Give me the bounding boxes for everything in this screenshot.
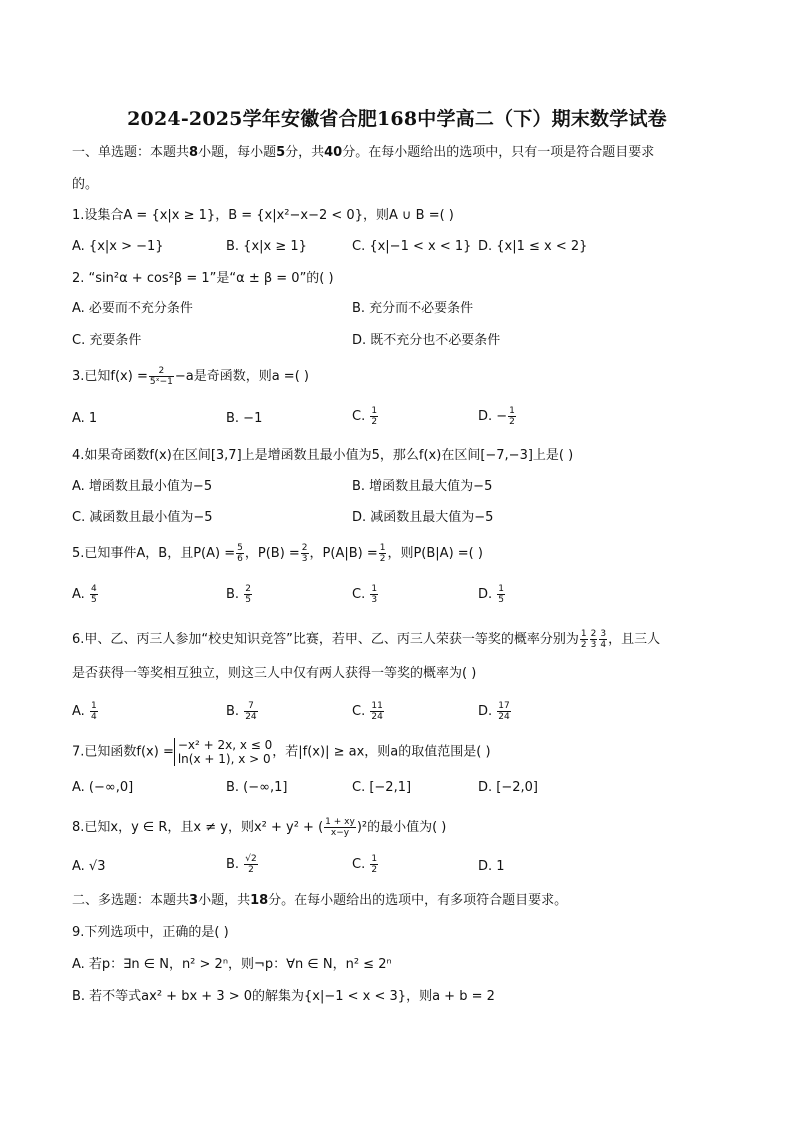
q7-case-1: −x² + 2x, x ≤ 0 xyxy=(177,738,273,752)
q8-text-post: )²的最小值为( ) xyxy=(356,820,447,835)
section-1-heading-tail: 的。 xyxy=(72,177,99,192)
q3-d-den: 2 xyxy=(509,417,515,427)
q5-frac-2-den: 3 xyxy=(301,554,308,564)
q4-option-b: B. 增函数且最大值为−5 xyxy=(352,479,493,494)
q7-option-a: A. (−∞,0] xyxy=(72,780,134,795)
q6-p3-num: 3 xyxy=(600,629,607,639)
q5-frac-1-den: 6 xyxy=(237,554,243,564)
q5-a-label: A. xyxy=(72,587,85,602)
q8-b-fraction xyxy=(244,854,257,875)
q6-p1-den: 2 xyxy=(580,640,587,650)
q6-option-b xyxy=(226,701,259,722)
q5-d-label: D. xyxy=(478,587,493,602)
q5-a-fraction xyxy=(90,584,98,605)
q6-b-fraction xyxy=(244,701,257,722)
q3-fraction xyxy=(149,366,174,387)
section-2-heading xyxy=(72,892,567,910)
q3-option-a: A. 1 xyxy=(72,411,98,426)
q5-b-label: B. xyxy=(226,587,240,602)
q8-b-num: √2 xyxy=(245,854,257,864)
q2-option-c: C. 充要条件 xyxy=(72,333,142,348)
section-1-text-c: 分，共 xyxy=(285,145,325,160)
q8-b-label: B. xyxy=(226,857,240,872)
q3-d-fraction xyxy=(508,406,516,427)
section-2-text-b: 小题，共 xyxy=(198,893,251,908)
q5-c-num: 1 xyxy=(371,584,378,594)
section-1-per: 5 xyxy=(276,145,286,160)
q4-option-a: A. 增函数且最小值为−5 xyxy=(72,479,213,494)
q5-option-d xyxy=(478,584,506,605)
q6-c-num: 11 xyxy=(371,701,383,711)
q5-text-4: ，则P(B|A) =( ) xyxy=(387,546,483,561)
q4-option-d: D. 减函数且最大值为−5 xyxy=(352,510,494,525)
q7-option-c: C. [−2,1] xyxy=(352,780,412,795)
q4-option-c: C. 减函数且最小值为−5 xyxy=(72,510,213,525)
q6-option-c xyxy=(352,701,385,722)
q6-p2-num: 2 xyxy=(590,629,597,639)
q6-prob-1 xyxy=(580,629,588,650)
q6-stem-line-1 xyxy=(72,629,660,650)
section-1-count: 8 xyxy=(189,145,199,160)
q5-b-fraction xyxy=(244,584,252,605)
q5-c-label: C. xyxy=(352,587,366,602)
q7-text-pre: 7.已知函数f(x) = xyxy=(72,744,174,760)
q5-c-den: 3 xyxy=(371,595,378,605)
q6-d-den: 24 xyxy=(498,712,510,722)
q3-frac-num: 2 xyxy=(149,366,174,377)
q5-option-a xyxy=(72,584,99,605)
q8-option-a: A. √3 xyxy=(72,859,106,874)
section-2-text-a: 二、多选题：本题共 xyxy=(72,893,190,908)
q3-c-den: 2 xyxy=(371,417,378,427)
q5-b-den: 5 xyxy=(245,595,251,605)
q3-option-b: B. −1 xyxy=(226,411,263,426)
q6-d-fraction xyxy=(497,701,510,722)
section-1-text-a: 一、单选题：本题共 xyxy=(72,145,190,160)
q3-c-fraction xyxy=(370,406,378,427)
q5-d-den: 5 xyxy=(498,595,505,605)
q3-stem xyxy=(72,366,309,387)
q1-option-a: A. {x|x > −1} xyxy=(72,239,164,254)
q7-case-2: ln(x + 1), x > 0 xyxy=(177,752,271,766)
q5-a-num: 4 xyxy=(90,584,97,594)
q6-b-den: 24 xyxy=(245,712,257,722)
q8-b-den: 2 xyxy=(248,865,254,875)
q6-a-fraction xyxy=(90,701,98,722)
q5-frac-3-num: 1 xyxy=(379,543,386,553)
q5-text-1: 5.已知事件A，B，且P(A) = xyxy=(72,546,236,561)
q4-stem: 4.如果奇函数f(x)在区间[3,7]上是增函数且最小值为5，那么f(x)在区间[−7,−3]上是( ) xyxy=(72,448,574,463)
q3-d-num: 1 xyxy=(509,406,515,416)
q5-a-den: 5 xyxy=(90,595,97,605)
q8-c-den: 2 xyxy=(371,865,378,875)
section-1-heading xyxy=(72,144,654,162)
q8-c-fraction xyxy=(370,854,378,875)
q2-stem: 2. “sin²α + cos²β = 1”是“α ± β = 0”的( ) xyxy=(72,271,334,286)
q3-frac-den: 5ˣ−1 xyxy=(149,377,173,387)
q5-option-b xyxy=(226,584,253,605)
q5-text-2: ，P(B) = xyxy=(244,546,300,561)
section-1-text-b: 小题，每小题 xyxy=(198,145,277,160)
q5-b-num: 2 xyxy=(245,584,251,594)
q6-d-label: D. xyxy=(478,704,493,719)
q8-option-b xyxy=(226,854,259,875)
q3-option-c xyxy=(352,406,379,427)
q5-frac-1 xyxy=(236,543,244,564)
q1-stem: 1.设集合A = {x|x ≥ 1}，B = {x|x²−x−2 < 0}，则A ∪ B =( ) xyxy=(72,208,454,223)
q5-stem xyxy=(72,543,483,564)
q8-c-label: C. xyxy=(352,857,366,872)
q6-prob-3 xyxy=(599,629,607,650)
q6-p2-den: 3 xyxy=(590,640,597,650)
section-2-total: 18 xyxy=(250,893,269,908)
q5-frac-2-num: 2 xyxy=(301,543,308,553)
q8-option-c xyxy=(352,854,379,875)
q9-option-b: B. 若不等式ax² + bx + 3 > 0的解集为{x|−1 < x < 3}，则a + b = 2 xyxy=(72,989,495,1004)
q5-d-fraction xyxy=(497,584,505,605)
section-2-text-c: 分。在每小题给出的选项中，有多项符合题目要求。 xyxy=(268,893,568,908)
q3-option-d xyxy=(478,406,517,427)
q7-piecewise xyxy=(174,738,272,766)
q6-c-label: C. xyxy=(352,704,366,719)
q6-prob-2 xyxy=(590,629,598,650)
q2-option-a: A. 必要而不充分条件 xyxy=(72,301,193,316)
q8-frac-num: 1 + xy xyxy=(325,817,355,827)
q5-frac-3-den: 2 xyxy=(379,554,386,564)
q8-stem xyxy=(72,817,446,838)
q8-option-d: D. 1 xyxy=(478,859,505,874)
q7-option-d: D. [−2,0] xyxy=(478,780,538,795)
q5-option-c xyxy=(352,584,379,605)
q9-stem: 9.下列选项中，正确的是( ) xyxy=(72,925,229,940)
section-1-total: 40 xyxy=(324,145,343,160)
q7-text-post: ，若|f(x)| ≥ ax，则a的取值范围是( ) xyxy=(272,744,491,760)
q9-option-a: A. 若p：∃n ∈ N，n² > 2ⁿ，则¬p：∀n ∈ N，n² ≤ 2ⁿ xyxy=(72,957,392,972)
q6-text: 6.甲、乙、丙三人参加“校史知识竞答”比赛，若甲、乙、丙三人荣获一等奖的概率分别为 xyxy=(72,632,579,647)
q6-d-num: 17 xyxy=(498,701,510,711)
q1-option-d: D. {x|1 ≤ x < 2} xyxy=(478,239,588,254)
q5-c-fraction xyxy=(370,584,378,605)
q8-c-num: 1 xyxy=(371,854,378,864)
q6-c-fraction xyxy=(370,701,383,722)
q6-c-den: 24 xyxy=(371,712,383,722)
q6-b-label: B. xyxy=(226,704,240,719)
section-1-text-d: 分。在每小题给出的选项中，只有一项是符合题目要求 xyxy=(342,145,655,160)
q6-a-label: A. xyxy=(72,704,85,719)
q3-c-label: C. xyxy=(352,409,366,424)
q2-option-b: B. 充分而不必要条件 xyxy=(352,301,474,316)
q3-d-label: D. − xyxy=(478,409,508,424)
q3-c-num: 1 xyxy=(371,406,378,416)
page-title: 2024-2025学年安徽省合肥168中学高二（下）期末数学试卷 xyxy=(127,108,667,130)
q5-text-3: ，P(A|B) = xyxy=(309,546,378,561)
q5-frac-2 xyxy=(301,543,309,564)
q3-stem-pre: 3.已知f(x) = xyxy=(72,369,148,384)
q6-b-num: 7 xyxy=(244,701,257,712)
q8-frac-den: x−y xyxy=(330,828,350,838)
q6-option-d xyxy=(478,701,512,722)
q6-p3-den: 4 xyxy=(600,640,607,650)
q6-stem-line-2: 是否获得一等奖相互独立，则这三人中仅有两人获得一等奖的概率为( ) xyxy=(72,666,477,681)
q6-a-den: 4 xyxy=(90,712,97,722)
q7-stem xyxy=(72,738,491,766)
q5-d-num: 1 xyxy=(498,584,505,594)
q3-stem-post: −a是奇函数，则a =( ) xyxy=(174,369,309,384)
q2-option-d: D. 既不充分也不必要条件 xyxy=(352,333,501,348)
q1-option-b: B. {x|x ≥ 1} xyxy=(226,239,307,254)
q8-fraction xyxy=(324,817,356,838)
q5-frac-3 xyxy=(379,543,387,564)
q8-text-pre: 8.已知x，y ∈ R，且x ≠ y，则x² + y² + ( xyxy=(72,820,324,835)
q6-a-num: 1 xyxy=(90,701,97,711)
q6-text-tail: ，且三人 xyxy=(608,632,661,647)
q1-option-c: C. {x|−1 < x < 1} xyxy=(352,239,472,254)
section-2-count: 3 xyxy=(189,893,199,908)
q6-option-a xyxy=(72,701,99,722)
q6-p1-num: 1 xyxy=(580,629,587,639)
q7-option-b: B. (−∞,1] xyxy=(226,780,288,795)
q5-frac-1-num: 5 xyxy=(237,543,243,553)
